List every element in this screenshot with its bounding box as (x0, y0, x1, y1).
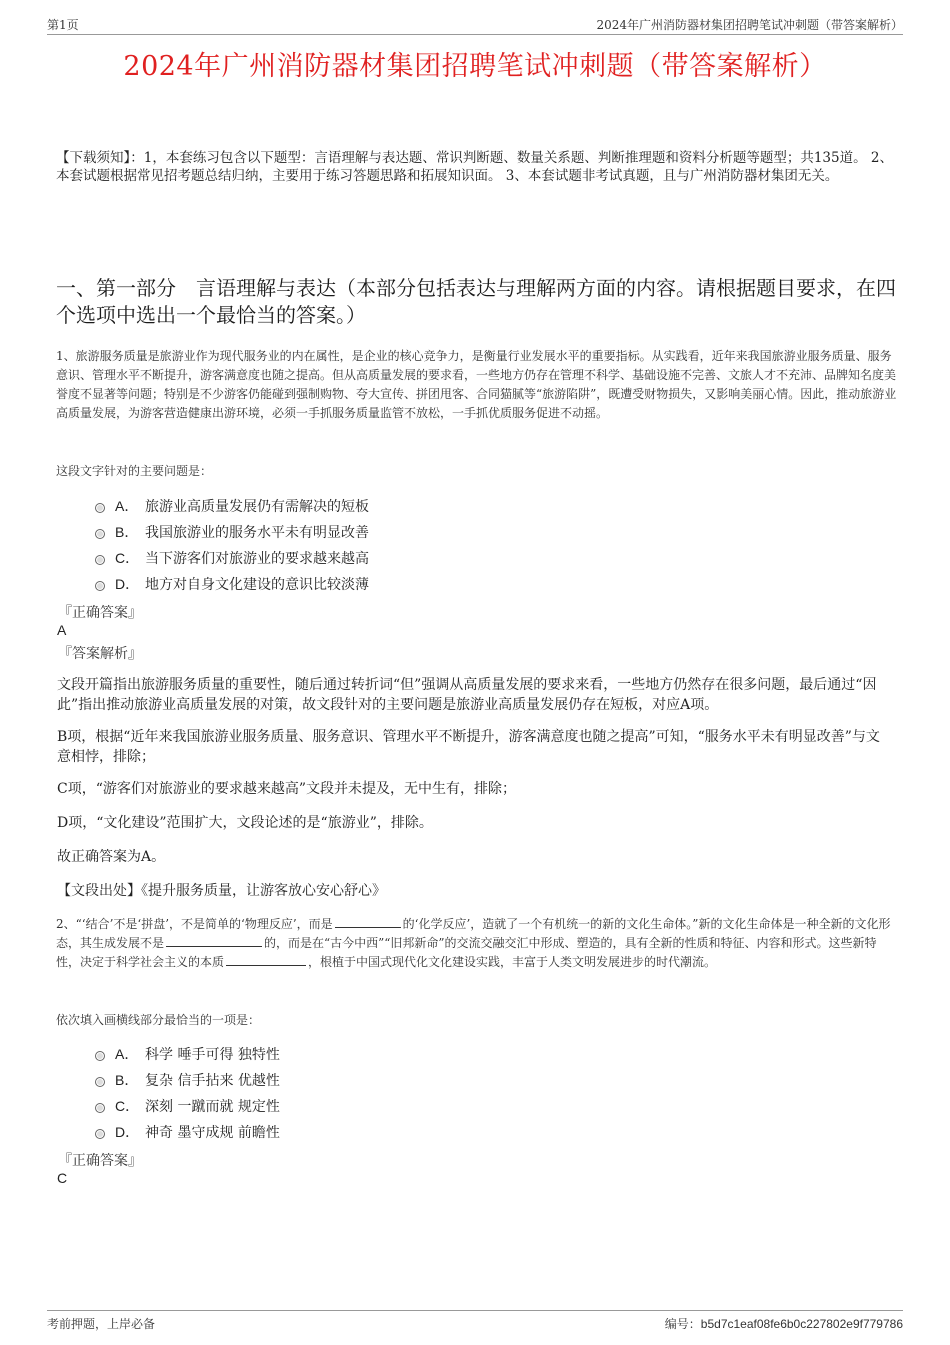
radio-icon[interactable] (95, 1051, 105, 1061)
header-doc-title: 2024年广州消防器材集团招聘笔试冲刺题（带答案解析） (596, 18, 903, 32)
q1-prompt: 这段文字针对的主要问题是： (56, 464, 213, 478)
fill-blank-2[interactable] (166, 934, 262, 947)
option-text: 复杂 信手拈来 优越性 (145, 1073, 280, 1089)
option-text: 神奇 墨守成规 前瞻性 (145, 1125, 280, 1141)
option-key: B． (115, 524, 139, 540)
footer-code-label: 编号： (664, 1317, 701, 1331)
q2-passage (56, 915, 898, 972)
radio-icon[interactable] (95, 529, 105, 539)
q1-analysis-5: 故正确答案为A。 (57, 849, 166, 865)
q1-answer: A (57, 622, 67, 638)
option-text: 旅游业高质量发展仍有需解决的短板 (145, 499, 369, 515)
option-key: A． (115, 498, 139, 514)
q2-prompt: 依次填入画横线部分最恰当的一项是： (56, 1013, 261, 1027)
q1-analysis-4: D项，“文化建设”范围扩大，文段论述的是“旅游业”，排除。 (57, 815, 433, 831)
fill-blank-3[interactable] (226, 953, 306, 966)
q1-option-d[interactable] (95, 571, 369, 597)
q1-options (95, 493, 369, 597)
q1-analysis-2: B项，根据“近年来我国旅游业服务质量、服务意识、管理水平不断提升，游客满意度也随之提高”可知，“服务水平未有明显改善”与文意相悖，排除； (57, 729, 880, 765)
q1-answer-label: 『正确答案』 (58, 605, 142, 621)
radio-icon[interactable] (95, 555, 105, 565)
footer-code (665, 1315, 903, 1332)
q2-option-b[interactable] (95, 1067, 280, 1093)
option-text: 科学 唾手可得 独特性 (145, 1047, 280, 1063)
q1-analysis-label: 『答案解析』 (58, 646, 142, 662)
page-header (47, 14, 903, 35)
radio-icon[interactable] (95, 1129, 105, 1139)
radio-icon[interactable] (95, 1103, 105, 1113)
q2-option-d[interactable] (95, 1119, 280, 1145)
footer-code-value: b5d7c1eaf08fe6b0c227802e9f779786 (700, 1317, 903, 1331)
option-text: 当下游客们对旅游业的要求越来越高 (145, 551, 369, 567)
q2-passage-part-2: 的‘化学反应’，造就了一个有机统一的新的文化生命体。”新的文化生命体是一种全新的文化形态，其生成发展不是 (56, 917, 891, 950)
q1-passage: 1、旅游服务质量是旅游业作为现代服务业的内在属性，是企业的核心竞争力，是衡量行业发展水平的重要指标。从实践看，近年来我国旅游业服务质量、服务意识、管理水平不断提升，游客满意度也随之提高。但从高质量发展的要求看，一些地方仍存在管理不科学、基础设施不完善、文旅人才不充沛、品牌知名度美誉度不显著等问题；特别是不少游客仍能碰到强制购物、夸大宣传、拼团甩客、合同猫腻等“旅游陷阱”，既遭受财物损失，又影响美丽心情。因此，推动旅游业高质量发展，为游客营造健康出游环境，必须一手抓服务质量监管不放松，一手抓优质服务促进不动摇。 (56, 349, 897, 420)
option-text: 地方对自身文化建设的意识比较淡薄 (145, 577, 369, 593)
q2-answer: C (57, 1170, 68, 1186)
q1-option-b[interactable] (95, 519, 369, 545)
radio-icon[interactable] (95, 503, 105, 513)
q2-answer-label: 『正确答案』 (58, 1153, 142, 1169)
footer-slogan: 考前押题，上岸必备 (47, 1317, 156, 1331)
radio-icon[interactable] (95, 1077, 105, 1087)
q1-analysis-1: 文段开篇指出旅游服务质量的重要性，随后通过转折词“但”强调从高质量发展的要求来看，一些地方仍然存在很多问题，最后通过“因此”指出推动旅游业高质量发展的对策，故文段针对的主要问题是旅游业高质量发展仍存在短板，对应A项。 (57, 677, 877, 713)
q2-option-a[interactable] (95, 1041, 280, 1067)
radio-icon[interactable] (95, 581, 105, 591)
q2-option-c[interactable] (95, 1093, 280, 1119)
q1-analysis-3: C项，“游客们对旅游业的要求越来越高”文段并未提及，无中生有，排除； (57, 781, 517, 797)
download-notice: 【下载须知】：1，本套练习包含以下题型：言语理解与表达题、常识判断题、数量关系题、判断推理题和资料分析题等题型；共135道。 2、本套试题根据常见招考题总结归纳，主要用于练习答题思路和拓展知识面。 3、本套试题非考试真题，且与广州消防器材集团无关。 (56, 150, 893, 184)
fill-blank-1[interactable] (335, 915, 401, 928)
q1-source: 【文段出处】《提升服务质量，让游客放心安心舒心》 (57, 883, 386, 899)
q2-passage-part-1: 2、“‘结合’不是‘拼盘’，不是简单的‘物理反应’，而是 (56, 917, 333, 931)
q2-options (95, 1041, 280, 1145)
q1-option-a[interactable] (95, 493, 369, 519)
option-key: B． (115, 1072, 139, 1088)
option-text: 我国旅游业的服务水平未有明显改善 (145, 525, 369, 541)
option-key: C． (115, 550, 140, 566)
option-text: 深刻 一蹴而就 规定性 (145, 1099, 280, 1115)
option-key: C． (115, 1098, 140, 1114)
q2-passage-part-4: ，根植于中国式现代化文化建设实践，丰富于人类文明发展进步的时代潮流。 (308, 955, 717, 969)
q1-option-c[interactable] (95, 545, 369, 571)
option-key: D． (115, 1124, 140, 1140)
page-number: 第1页 (47, 18, 79, 32)
section-title: 一、第一部分 言语理解与表达（本部分包括表达与理解两方面的内容。请根据题目要求，在四个选项中选出一个最恰当的答案。） (56, 276, 896, 327)
document-title: 2024年广州消防器材集团招聘笔试冲刺题（带答案解析） (123, 51, 827, 82)
q2-passage-part-3: 的，而是在“古今中西”“旧邦新命”的交流交融交汇中形成、塑造的，具有全新的性质和特征、内容和形式。这些新特性，决定于科学社会主义的本质 (56, 936, 877, 969)
option-key: D． (115, 576, 140, 592)
option-key: A． (115, 1046, 139, 1062)
page-footer (47, 1310, 903, 1335)
